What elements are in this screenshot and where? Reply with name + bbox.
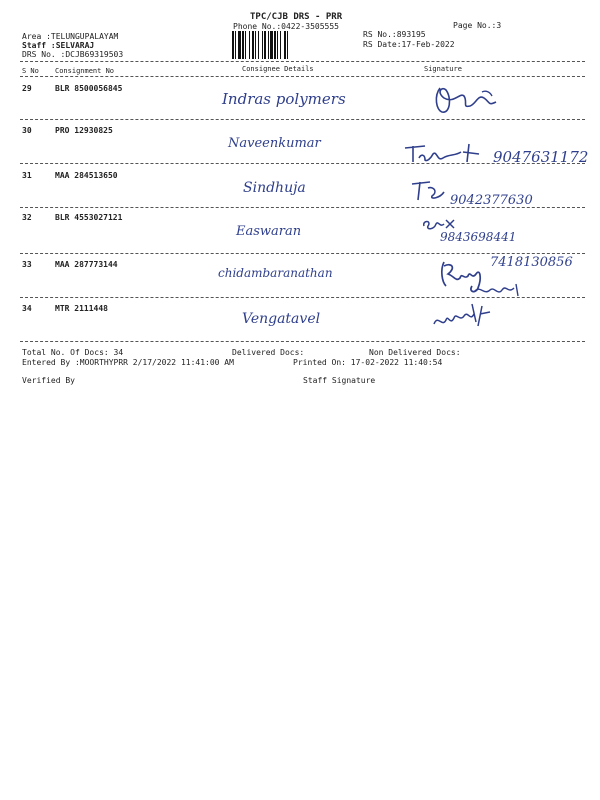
row-consignment: MAA 284513650	[55, 171, 118, 180]
row-sno: 33	[22, 260, 32, 269]
row-signature-number: 9042377630	[450, 193, 533, 208]
divider	[20, 61, 585, 62]
signature-mark	[432, 300, 494, 330]
row-consignment: MAA 287773144	[55, 260, 118, 269]
drs-value: DCJB69319503	[65, 50, 124, 59]
row-divider	[20, 341, 585, 342]
document-title: TPC/CJB DRS - PRR	[250, 12, 343, 22]
staff-signature-label: Staff Signature	[303, 376, 376, 385]
col-consignment: Consignment No	[55, 67, 115, 75]
staff-row	[22, 41, 94, 50]
row-consignee: Vengatavel	[242, 311, 321, 327]
row-divider	[20, 297, 585, 298]
row-divider	[20, 163, 585, 164]
row-signature-number: 9047631172	[493, 148, 589, 166]
row-consignee: Easwaran	[236, 224, 302, 239]
row-sno: 31	[22, 171, 32, 180]
rs-date: RS Date:17-Feb-2022	[363, 40, 455, 49]
row-divider	[20, 119, 585, 120]
staff-label: Staff :	[22, 41, 56, 50]
col-signature: Signature	[424, 65, 462, 73]
row-signature-number: 7418130856	[490, 255, 573, 270]
area-label: Area :	[22, 32, 51, 41]
drs-label: DRS No. :	[22, 50, 66, 59]
row-consignment: BLR 8500056845	[55, 84, 123, 93]
area-value: TELUNGUPALAYAM	[50, 32, 119, 41]
row-consignee: Indras polymers	[222, 90, 346, 108]
delivered-docs: Delivered Docs:	[232, 348, 305, 357]
signature-mark	[430, 82, 510, 116]
row-signature-number: 9843698441	[440, 230, 517, 244]
printed-on: Printed On: 17-02-2022 11:40:54	[293, 358, 443, 367]
row-divider	[20, 207, 585, 208]
rs-number: RS No.:893195	[363, 30, 426, 39]
page-number: Page No.:3	[453, 21, 502, 30]
row-sno: 34	[22, 304, 32, 313]
area-row	[22, 32, 118, 41]
row-sno: 30	[22, 126, 32, 135]
row-sno: 32	[22, 213, 32, 222]
col-consignee: Consignee Details	[242, 65, 314, 73]
total-docs: Total No. Of Docs: 34	[22, 348, 124, 357]
row-divider	[20, 253, 585, 254]
row-consignment: PRO 12930825	[55, 126, 113, 135]
row-consignee: Naveenkumar	[228, 136, 321, 151]
entered-by: Entered By :MOORTHYPRR 2/17/2022 11:41:00 AM	[22, 358, 234, 367]
row-consignee: chidambaranathan	[218, 266, 333, 280]
row-consignment: BLR 4553027121	[55, 213, 123, 222]
divider	[20, 76, 585, 77]
non-delivered-docs: Non Delivered Docs:	[369, 348, 461, 357]
phone-number: Phone No.:0422-3505555	[233, 22, 339, 31]
staff-value: SELVARAJ	[55, 41, 95, 50]
col-sno: S No	[22, 67, 39, 75]
row-consignment: MTR 2111448	[55, 304, 108, 313]
drs-row	[22, 50, 123, 59]
barcode-bar	[288, 31, 290, 59]
signature-mark	[410, 178, 450, 202]
barcode	[232, 31, 350, 59]
row-consignee: Sindhuja	[243, 180, 306, 196]
row-sno: 29	[22, 84, 32, 93]
verified-by-label: Verified By	[22, 376, 75, 385]
